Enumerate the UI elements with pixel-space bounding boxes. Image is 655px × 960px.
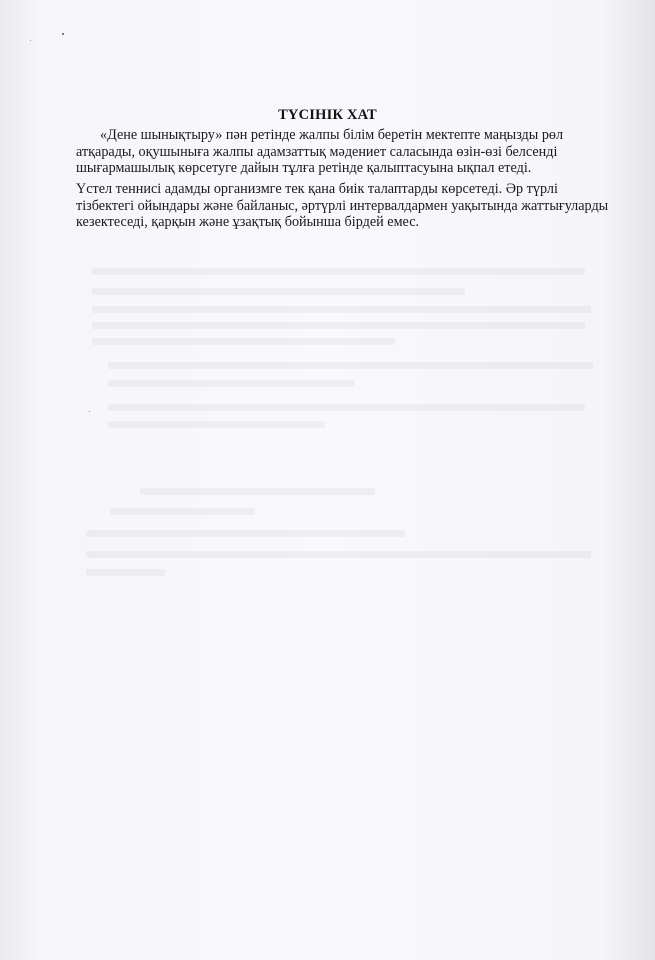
bleed-through-line [108, 421, 325, 428]
paragraph-intro: «Дене шынықтыру» пән ретінде жалпы білім беретін мектепте маңызды рөл атқарады, оқушыныға жалпы адамзаттық мәдениет саласында өзін-өзі белсенді шығармашылық көрсетуге дайын тұлға ретінде қалыптасуына ықпал етеді. [76, 127, 564, 176]
bleed-through-line [108, 380, 355, 387]
bleed-through-line [86, 530, 405, 537]
paper-speck [89, 411, 90, 412]
bleed-through-line [140, 488, 375, 495]
bleed-through-line [92, 338, 395, 345]
bleed-through-line [86, 551, 591, 558]
bleed-through-line [92, 268, 585, 275]
bleed-through-line [92, 288, 465, 295]
paper-speck [30, 40, 31, 41]
bleed-through-line [86, 569, 165, 576]
bleed-through-line [110, 508, 255, 515]
paragraph-table-tennis: Үстел теннисі адамды организмге тек қана биік талаптарды көрсетеді. Әр түрлі тізбектегі ойындары және байланыс, әртүрлі интервалдармен уақытында жаттығуларды кезектеседі, қарқын және ұзақтық бойынша бірдей емес. [76, 181, 609, 230]
bleed-through-line [108, 362, 593, 369]
paper-speck [62, 33, 64, 35]
bleed-through-line [108, 404, 585, 411]
document-title: ТҮСІНІК ХАТ [278, 107, 377, 123]
bleed-through-line [92, 322, 585, 329]
bleed-through-line [92, 306, 591, 313]
